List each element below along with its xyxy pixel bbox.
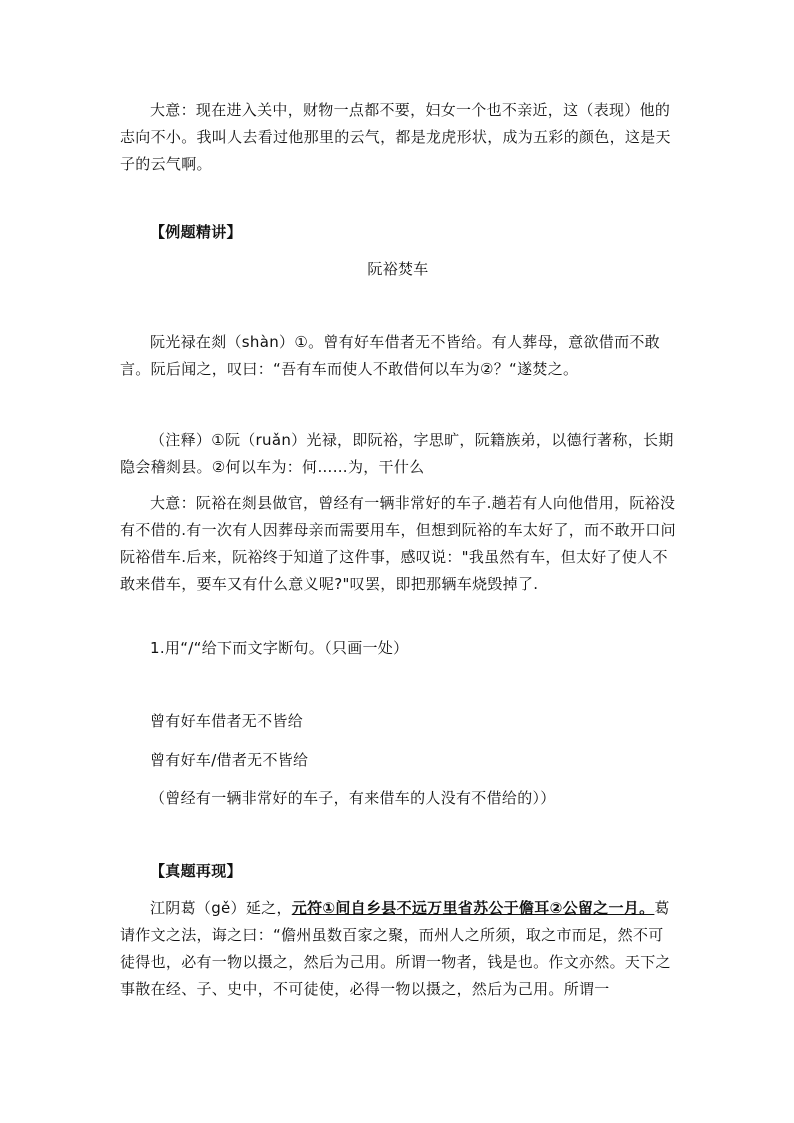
translation-paragraph-1: 大意：现在进入关中，财物一点都不要，妇女一个也不亲近，这（表现）他的志向不小。我叫人去看过他那里的云气，都是龙虎形状，成为五彩的颜色，这是天子的云气啊。: [120, 101, 671, 173]
question-answer: 曾有好车/借者无不皆给: [150, 751, 309, 769]
answer-explanation: （曾经有一辆非常好的车子，有来借车的人没有不借给的））: [150, 789, 556, 807]
exam-passage-emphasis: 元符①间自乡县不远万里省苏公于儋耳②公留之一月。: [291, 899, 655, 917]
annotation-notes: （注释）①阮（ruǎn）光禄，即阮裕，字思旷，阮籍族弟，以德行著称，长期隐会稽剡县。②何以车为：何……为，干什么: [120, 431, 674, 476]
exam-passage: [120, 895, 676, 1003]
exam-passage-start: 江阴葛（gě）延之，: [150, 899, 292, 917]
section-heading-example: 【例题精讲】: [150, 223, 242, 241]
exam-passage-rest: 葛请作文之法，诲之曰：“儋州虽数百家之聚，而州人之所须，取之市而足，然不可徒得也，必有一物以摄之，然后为己用。所谓一物者，钱是也。作文亦然。天下之事散在经、子、史中，不可徒使，必得一物以摄之，然后为己用。所谓一: [120, 899, 671, 998]
passage-title: 阮裕焚车: [367, 260, 429, 278]
question-sentence: 曾有好车借者无不皆给: [150, 712, 304, 730]
question-prompt: 1.用“/“给下而文字断句。（只画一处）: [150, 639, 409, 657]
translation-paragraph-2: 大意：阮裕在剡县做官，曾经有一辆非常好的车子.趟若有人向他借用，阮裕没有不借的.有一次有人因葬母亲而需要用车，但想到阮裕的车太好了，而不敢开口问阮裕借车.后来，阮裕终于知道了这件事，感叹说："我虽然有车，但太好了使人不敢来借车，要车又有什么意义呢?"叹罢，即把那辆车烧毁掉了.: [120, 494, 676, 593]
section-heading-real-exam: 【真题再现】: [150, 862, 242, 880]
classical-passage: 阮光禄在剡（shàn）①。曾有好车借者无不皆给。有人葬母，意欲借而不敢言。阮后闻之，叹曰：“吾有车而使人不敢借何以车为②？“遂焚之。: [120, 333, 660, 378]
